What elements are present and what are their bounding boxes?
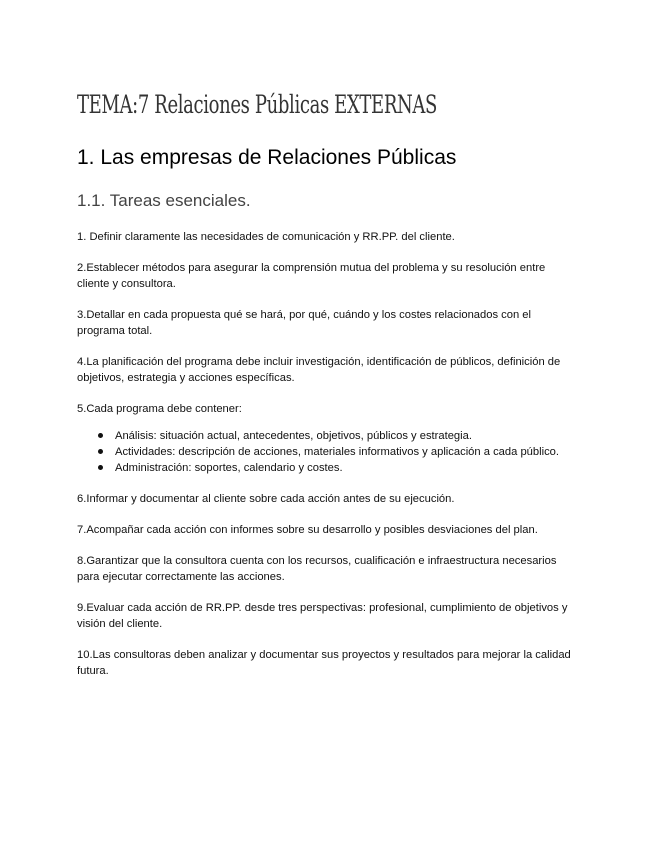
paragraph-2: 2.Establecer métodos para asegurar la comprensión mutua del problema y su resolución entre cliente y consultora.: [77, 262, 546, 290]
paragraph-3: 3.Detallar en cada propuesta qué se hará, por qué, cuándo y los costes relacionados con el programa total.: [77, 309, 532, 337]
paragraph-9: 9.Evaluar cada acción de RR.PP. desde tres perspectivas: profesional, cumplimiento de objetivos y visión del cliente.: [77, 602, 568, 630]
paragraph-8: 8.Garantizar que la consultora cuenta con los recursos, cualificación e infraestructura necesarios para ejecutar correctamente las acciones.: [77, 555, 557, 583]
paragraph-4: 4.La planificación del programa debe incluir investigación, identificación de públicos, definición de objetivos, estrategia y acciones específicas.: [77, 356, 561, 384]
heading-1: 1. Las empresas de Relaciones Públicas: [77, 146, 457, 169]
bullet-item: [77, 444, 579, 460]
paragraph-7: 7.Acompañar cada acción con informes sobre su desarrollo y posibles desviaciones del plan.: [77, 524, 538, 536]
bullet-text: Administración: soportes, calendario y costes.: [115, 462, 343, 474]
heading-2: 1.1. Tareas esenciales.: [77, 191, 251, 210]
bullet-icon: [98, 433, 103, 438]
paragraph-6: 6.Informar y documentar al cliente sobre cada acción antes de su ejecución.: [77, 493, 455, 505]
bullet-item: [77, 460, 579, 476]
document-body: [77, 229, 579, 694]
bullet-item: [77, 428, 579, 444]
bullet-text: Actividades: descripción de acciones, materiales informativos y aplicación a cada público.: [115, 446, 559, 458]
bullet-icon: [98, 465, 103, 470]
bullet-icon: [98, 449, 103, 454]
bullet-text: Análisis: situación actual, antecedentes, objetivos, públicos y estrategia.: [115, 430, 472, 442]
bullet-list: [77, 428, 579, 476]
paragraph-1: 1. Definir claramente las necesidades de comunicación y RR.PP. del cliente.: [77, 231, 455, 243]
document-title: TEMA:7 Relaciones Públicas EXTERNAS: [77, 90, 438, 119]
paragraph-5: 5.Cada programa debe contener:: [77, 403, 242, 415]
paragraph-10: 10.Las consultoras deben analizar y documentar sus proyectos y resultados para mejorar la calidad futura.: [77, 649, 571, 677]
